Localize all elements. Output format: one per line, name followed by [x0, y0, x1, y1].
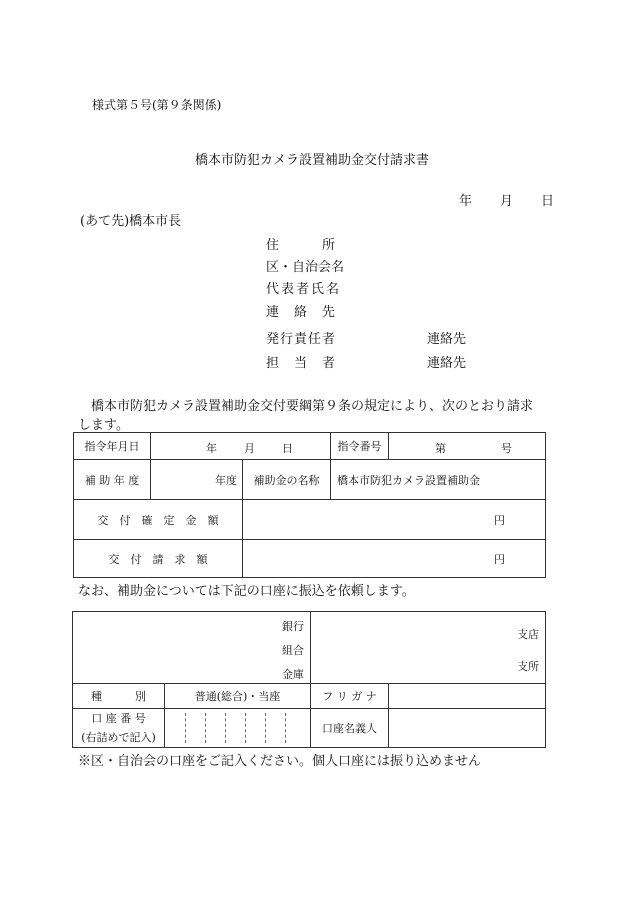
district-label: 区・自治会名 — [266, 260, 345, 275]
date-year-label: 年 — [459, 194, 473, 209]
order-number-prefix: 第 — [435, 442, 446, 455]
account-holder-label: 口座名義人 — [311, 709, 389, 748]
confirmed-amount-unit: 円 — [494, 513, 505, 527]
addressee: (あて先)橋本市長 — [80, 214, 182, 229]
vault-label: 金庫 — [282, 668, 304, 681]
transfer-note: なお、補助金については下記の口座に振込を依頼します。 — [78, 584, 415, 599]
order-date-month: 月 — [244, 442, 255, 455]
account-number-label: 口 座 番 号 — [91, 712, 146, 725]
bank-account-table — [72, 611, 546, 748]
branch-name-cell[interactable] — [311, 612, 546, 684]
order-date-cell[interactable] — [151, 433, 331, 460]
form-number: 様式第５号(第９条関係) — [92, 98, 222, 112]
branch-store-label: 支店 — [517, 628, 539, 641]
footer-note: ※区・自治会の口座をご記入ください。個人口座には振り込めません — [78, 754, 482, 769]
account-number-note: (右詰めで記入) — [81, 731, 156, 744]
issuer-label: 発行責任者 — [266, 332, 337, 347]
person-in-charge-label: 担 当 者 — [266, 356, 337, 371]
digit-divider — [225, 713, 226, 743]
date-month-label: 月 — [500, 194, 514, 209]
digit-divider — [285, 713, 286, 743]
date-day-label: 日 — [541, 194, 555, 209]
bank-name-cell[interactable] — [73, 612, 311, 684]
fiscal-year-unit: 年度 — [215, 473, 237, 487]
union-label: 組合 — [282, 644, 304, 657]
account-type-label: 種 別 — [73, 684, 165, 709]
subsidy-name-value: 橋本市防犯カメラ設置補助金 — [331, 460, 546, 500]
order-number-suffix: 号 — [501, 442, 512, 455]
contact-label: 連 絡 先 — [266, 305, 337, 320]
requested-amount-label: 交 付 請 求 額 — [74, 540, 243, 578]
fiscal-year-cell[interactable] — [151, 460, 243, 500]
issuer-contact-label: 連絡先 — [427, 332, 467, 347]
account-type-value[interactable]: 普通(総合)・当座 — [165, 684, 311, 709]
furigana-input[interactable] — [389, 684, 546, 709]
grant-info-table — [73, 432, 546, 578]
order-number-cell[interactable] — [389, 433, 546, 460]
confirmed-amount-cell[interactable] — [243, 500, 546, 540]
order-date-year: 年 — [206, 442, 217, 455]
furigana-label: フ リ ガ ナ — [311, 684, 389, 709]
account-number-digits[interactable] — [165, 709, 311, 748]
order-date-day: 日 — [282, 442, 293, 455]
person-contact-label: 連絡先 — [427, 356, 467, 371]
body-text-line2: します。 — [78, 418, 129, 433]
address-label: 住 所 — [266, 238, 337, 253]
order-number-label: 指令番号 — [331, 433, 389, 460]
branch-office-label: 支所 — [517, 660, 539, 673]
requested-amount-unit: 円 — [494, 552, 505, 566]
subsidy-name-label: 補助金の名称 — [243, 460, 331, 500]
confirmed-amount-label: 交 付 確 定 金 額 — [74, 500, 243, 540]
requested-amount-cell[interactable] — [243, 540, 546, 578]
digit-divider — [245, 713, 246, 743]
digit-divider — [205, 713, 206, 743]
form-title: 橋本市防犯カメラ設置補助金交付請求書 — [195, 153, 430, 168]
representative-label: 代表者氏名 — [266, 282, 342, 297]
digit-divider — [185, 713, 186, 743]
account-number-label-cell — [73, 709, 165, 748]
order-date-label: 指令年月日 — [74, 433, 151, 460]
bank-label: 銀行 — [282, 620, 304, 633]
fiscal-year-label: 補 助 年 度 — [74, 460, 151, 500]
body-text-line1: 橋本市防犯カメラ設置補助金交付要綱第９条の規定により、次のとおり請求 — [78, 399, 534, 414]
digit-divider — [265, 713, 266, 743]
account-holder-input[interactable] — [389, 709, 546, 748]
